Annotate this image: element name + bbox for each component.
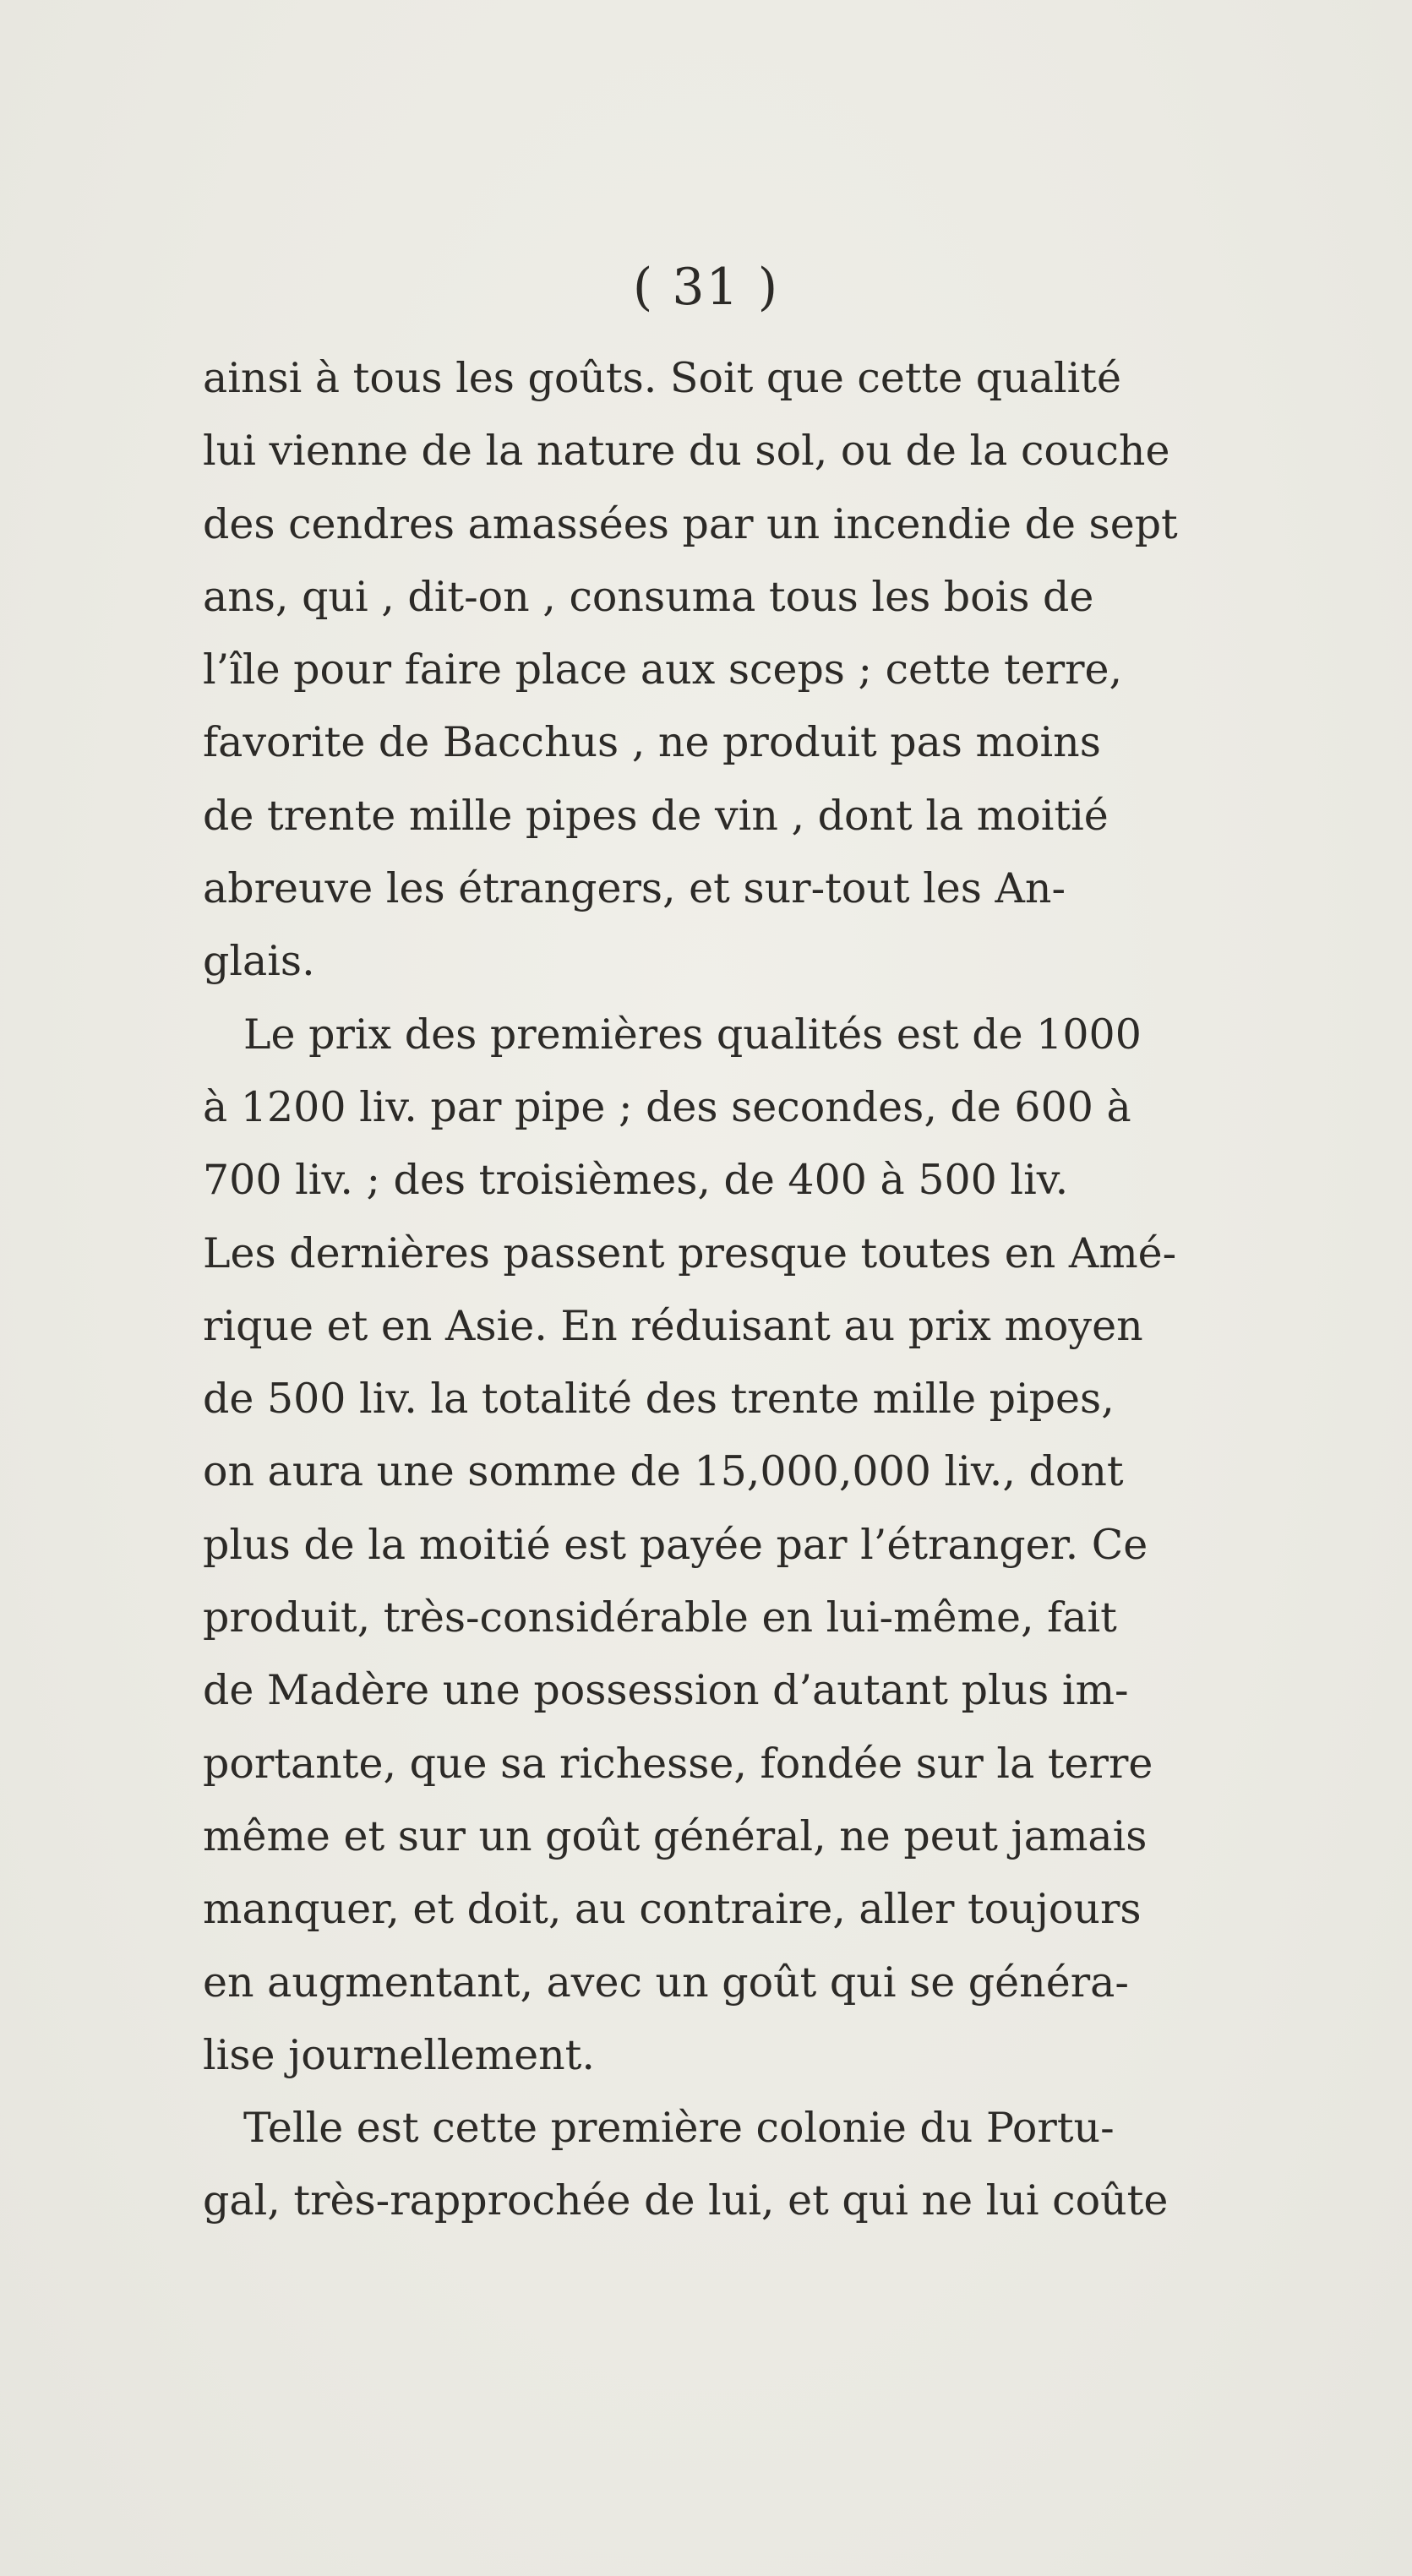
paragraph-first-line: Telle est cette première colonie du Portu- [243,2104,1115,2153]
text-line: en augmentant, avec un goût qui se généra- [203,1958,1129,2007]
text-line: de 500 liv. la totalité des trente mille pipes, [203,1375,1115,1424]
text-line: de Madère une possession d’autant plus im- [203,1666,1129,1715]
text-line: abreuve les étrangers, et sur-tout les An- [203,864,1066,913]
text-line: à 1200 liv. par pipe ; des secondes, de 600 à [203,1082,1131,1131]
text-line: de trente mille pipes de vin , dont la moitié [203,791,1109,840]
text-line: Les dernières passent presque toutes en Amé- [203,1228,1177,1277]
text-line: des cendres amassées par un incendie de sept [203,499,1178,548]
text-line: plus de la moitié est payée par l’étranger. Ce [203,1520,1148,1569]
text-line: glais. [203,937,315,986]
text-line: ans, qui , dit-on , consuma tous les bois de [203,572,1094,621]
text-line: produit, très-considérable en lui-même, fait [203,1593,1117,1642]
text-line: gal, très-rapprochée de lui, et qui ne lui coûte [203,2176,1169,2225]
text-line: ainsi à tous les goûts. Soit que cette qualité [203,354,1121,402]
text-line: manquer, et doit, au contraire, aller toujours [203,1885,1142,1934]
text-line: portante, que sa richesse, fondée sur la terre [203,1739,1153,1788]
body-text [203,342,1178,2238]
text-line: rique et en Asie. En réduisant au prix moyen [203,1301,1143,1350]
text-line: lise journellement. [203,2030,595,2079]
paragraph-first-line: Le prix des premières qualités est de 1000 [243,1010,1142,1059]
text-line: on aura une somme de 15,000,000 liv., dont [203,1447,1124,1496]
text-line: lui vienne de la nature du sol, ou de la couche [203,427,1170,476]
text-line: même et sur un goût général, ne peut jamais [203,1811,1148,1860]
text-line: favorite de Bacchus , ne produit pas moins [203,718,1101,767]
text-line: 700 liv. ; des troisièmes, de 400 à 500 liv. [203,1156,1069,1205]
text-line: l’île pour faire place aux sceps ; cette terre, [203,645,1123,694]
page-number: ( 31 ) [632,258,780,317]
